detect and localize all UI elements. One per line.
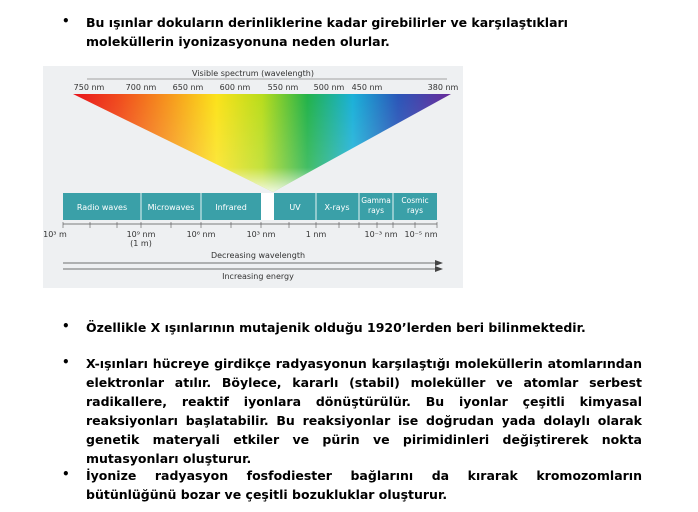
band-label-uv: UV [289, 203, 301, 212]
scale-label-10-9-nm: 10⁹ nm [126, 230, 156, 239]
spectrum-svg [43, 66, 463, 288]
scale-label-10-minus-3-nm: 10⁻³ nm [364, 230, 398, 239]
figure-title: Visible spectrum (wavelength) [192, 69, 314, 78]
scale-label-10-minus-5-nm: 10⁻⁵ nm [404, 230, 438, 239]
paragraph-1: Bu ışınlar dokuların derinliklerine kadar girebilirler ve karşılaştıkları moleküllerin iyonizasyonuna neden olurlar. [86, 15, 568, 49]
arrow-label-wavelength: Decreasing wavelength [210, 251, 306, 260]
band-label-microwaves: Microwaves [147, 203, 195, 212]
spectrum-band-bar [63, 193, 437, 220]
band-label-infrared: Infrared [215, 203, 247, 212]
scale-ticks [63, 222, 437, 228]
visible-tick-700: 700 nm [125, 83, 157, 92]
bullet-2: • [62, 319, 70, 333]
band-label-cosmic-rays: Cosmic rays [401, 196, 429, 215]
band-label-x-rays: X-rays [324, 203, 350, 212]
scale-label-10-6-nm: 10⁶ nm [186, 230, 216, 239]
visible-tick-380: 380 nm [427, 83, 459, 92]
visible-tick-500: 500 nm [313, 83, 345, 92]
band-visible-gap [261, 193, 274, 220]
arrow-label-energy: Increasing energy [222, 272, 294, 281]
visible-tick-750: 750 nm [73, 83, 105, 92]
visible-tick-600: 600 nm [219, 83, 251, 92]
bullet-3: • [62, 355, 70, 369]
scale-label-1-m: (1 m) [130, 239, 152, 248]
band-label-gamma-rays-wrap [359, 194, 393, 220]
visible-tick-450: 450 nm [351, 83, 383, 92]
bullet-1: • [62, 14, 70, 28]
paragraph-2: Özellikle X ışınlarının mutajenik olduğu 1920’lerden beri bilinmektedir. [86, 320, 586, 335]
bullet-4: • [62, 467, 70, 481]
scale-label-1-nm: 1 nm [305, 230, 327, 239]
paragraph-4: İyonize radyasyon fosfodiester bağlarını da kırarak kromozomların bütünlüğünü bozar ve çeşitli bozukluklar oluşturur. [86, 468, 642, 502]
visible-tick-650: 650 nm [172, 83, 204, 92]
arrow-head-energy [435, 266, 443, 272]
band-label-cosmic-rays-wrap [393, 194, 437, 220]
band-label-radio-waves: Radio waves [76, 203, 128, 212]
band-label-gamma-rays: Gamma rays [361, 196, 391, 215]
visible-spectrum-fade [73, 94, 451, 192]
electromagnetic-spectrum-figure [43, 66, 463, 288]
arrow-head-wavelength [435, 260, 443, 266]
visible-tick-550: 550 nm [267, 83, 299, 92]
scale-label-10-3-m: 10³ m [43, 230, 67, 239]
paragraph-3: X-ışınları hücreye girdikçe radyasyonun karşılaştığı moleküllerin atomlarından elektronlar atılır. Böylece, kararlı (stabil) moleküller ve atomlar serbest radikallere, reaktif iyonlara dönüştürülür. Bu iyonlar çeşitli kimyasal reaksiyonları başlatabilir. Bu reaksiyonlar ise doğrudan yada dolaylı olarak genetik materyali etkiler ve pürin ve pirimidinleri değiştirerek nokta mutasyonları oluşturur. [86, 356, 642, 466]
scale-label-10-3-nm: 10³ nm [246, 230, 276, 239]
